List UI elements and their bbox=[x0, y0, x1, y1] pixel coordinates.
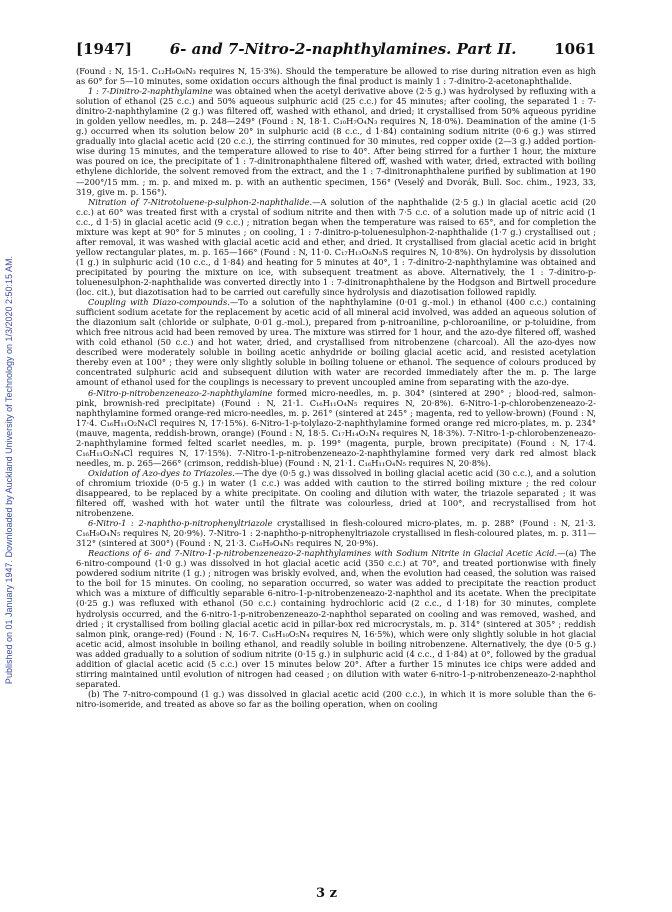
paragraph-text: (b) The 7-nitro-compound (1 g.) was dissolved in glacial acetic acid (200 c.c.), in which it is more soluble than the 6-nitro-isomeride, and treated as above so far as the boiling operation, when on cooling bbox=[76, 688, 596, 709]
paragraph-text: (Found : N, 15·1. C₁₂H₉O₆N₃ requires N, 15·3%). Should the temperature be allowed to rise during nitration even as high as 60° for 5—10 minutes, some oxidation occurs although the final product is mainly 1 : 7-dinitro-2-acetonaphthalide. bbox=[76, 66, 596, 87]
paragraph bbox=[76, 548, 596, 689]
page-header bbox=[76, 40, 596, 58]
page-signature-mark: 3 z bbox=[316, 886, 337, 901]
paragraph-text: —To a solution of the naphthylamine (0·01 g.-mol.) in ethanol (400 c.c.) containing sufficient sodium acetate for the replacement by acetic acid of all mineral acid involved, was added an aqueous solution of the diazonium salt (chloride or sulphate, 0·01 g.-mol.), prepared from p-nitroaniline, p-chloroaniline, or p-toluidine, from which free nitrous acid had been removed by urea. The mixture was stirred for 1 hour, and the azo-dye filtered off, washed with cold ethanol (50 c.c.) and hot water, dried, and crystallised from nitrobenzene (charcoal). All the azo-dyes now described were moderately soluble in boiling acetic anhydride or boiling glacial acetic acid, and resisted acetylation thereby even at 100° ; they were only slightly soluble in boiling toluene or ethanol. The sequence of colours produced by concentrated sulphuric acid and subsequent dilution with water are recorded immediately after the m. p. The large amount of ethanol used for the couplings is necessary to prevent uncoupled amine from separating with the azo-dye. bbox=[76, 297, 596, 388]
header-year: [1947] bbox=[76, 40, 132, 58]
paragraph-text: —A solution of the naphthalide (2·5 g.) in glacial acetic acid (20 c.c.) at 60° was treated first with a crystal of sodium nitrite and then with 7·5 c.c. of a solution made up of nitric acid (1 c.c., d 1·5) in glacial acetic acid (9 c.c.) ; nitration began when the temperature was raised to 65°, and for completion the mixture was kept at 90° for 5 minutes ; on cooling, 1 : 7-dinitro-p-toluenesulphon-2-naphthalide (1·7 g.) crystallised out ; after removal, it was washed with glacial acetic acid and ether, and dried. It crystallised from glacial acetic acid in bright yellow rectangular plates, m. p. 165—166° (Found : N, 11·0. C₁₇H₁₃O₆N₃S requires N, 10·8%). On hydrolysis by dissolution (1 g.) in sulphuric acid (10 c.c., d 1·84) and heating for 5 minutes at 40°, 1 : 7-dinitro-2-naphthylamine was obtained and precipitated by pouring the mixture on ice, with subsequent treatment as above. Alternatively, the 1 : 7-dinitro-p-toluenesulphon-2-naphthalide was converted directly into 1 : 7-dinitronaphthalene by the Hodgson and Birtwell procedure (loc. cit.), but diazotisation had to be carried out carefully since hydrolysis and diazotisation followed rapidly. bbox=[76, 196, 596, 298]
paragraph-lead: 6-Nitro-1 : 2-naphtho-p-nitrophenyltriazole bbox=[88, 518, 273, 529]
provenance-text: Published on 01 January 1947. Downloaded by Auckland University of Technology on 1/3/2020 2:50:15 AM. bbox=[4, 255, 14, 685]
paragraph bbox=[76, 297, 596, 387]
header-page-number: 1061 bbox=[554, 40, 596, 58]
paragraph bbox=[76, 468, 596, 518]
paragraph bbox=[76, 388, 596, 468]
paragraph bbox=[76, 689, 596, 709]
paragraph-text: —(a) The 6-nitro-compound (1·0 g.) was dissolved in hot glacial acetic acid (350 c.c.) at 70°, and treated portionwise with finely powdered sodium nitrite (1 g.) ; nitrogen was briskly evolved, and, when the evolution had ceased, the solution was raised to the boil for 15 minutes. On cooling, no separation occurred, so water was added to precipitate the reaction product which was a mixture of difficultly separable 6-nitro-1-p-nitrobenzeneazo-2-naphthol and its acetate. When the precipitate (0·25 g.) was refluxed with ethanol (50 c.c.) containing hydrochloric acid (2 c.c., d 1·18) for 30 minutes, complete hydrolysis occurred, and the 6-nitro-1-p-nitrobenzeneazo-2-naphthol separated on cooling and was removed, washed, and dried ; it crystallised from boiling glacial acetic acid in pillar-box red microcrystals, m. p. 314° (sintered at 305° ; reddish salmon pink, orange-red) (Found : N, 16·7. C₁₆H₁₀O₅N₄ requires N, 16·5%), which were only slightly soluble in hot glacial acetic acid, almost insoluble in boiling ethanol, and readily soluble in boiling nitrobenzene. Alternatively, the dye (0·5 g.) was added gradually to a solution of sodium nitrite (0·15 g.) in sulphuric acid (4 c.c., d 1·84) at 0°, followed by the gradual addition of glacial acetic acid (5 c.c.) over 15 minutes below 20°. After a further 15 minutes ice chips were added and stirring maintained until evolution of nitrogen had ceased ; on dilution with water 6-nitro-1-p-nitrobenzeneazo-2-naphthol separated. bbox=[76, 548, 596, 689]
paragraph bbox=[76, 86, 596, 197]
paragraph-text: was obtained when the acetyl derivative above (2·5 g.) was hydrolysed by refluxing with a solution of ethanol (25 c.c.) and 50% aqueous sulphuric acid (25 c.c.) for 45 minutes; after cooling, the separated 1 : 7-dinitro-2-naphthylamine (2 g.) was filtered off, washed with ethanol, and dried; it crystallised from 50% aqueous pyridine in golden yellow needles, m. p. 248—249° (Found : N, 18·1. C₁₀H₇O₄N₃ requires N, 18·0%). Deamination of the amine (1·5 g.) occurred when its solution below 20° in sulphuric acid (8 c.c., d 1·84) containing sodium nitrite (0·6 g.) was stirred gradually into glacial acetic acid (20 c.c.), the stirring continued for 30 minutes, red copper oxide (2—3 g.) added portion-wise during 15 minutes, and the temperature allowed to rise to 40°. After being stirred for a further 1 hour, the mixture was poured on ice, the precipitate of 1 : 7-dinitronaphthalene filtered off, washed with water, dried, extracted with boiling ethylene dichloride, the solvent removed from the extract, and the 1 : 7-dinitronaphthalene purified by sublimation at 190—200°/15 mm. ; m. p. and mixed m. p. with an authentic specimen, 156° (Veselý and Dvorák, Bull. Soc. chim., 1923, 33, 319, give m. p. 156°). bbox=[76, 86, 596, 197]
paragraph bbox=[76, 518, 596, 548]
paragraph bbox=[76, 66, 596, 86]
paragraph-lead: Nitration of 7-Nitrotoluene-p-sulphon-2-naphthalide. bbox=[88, 196, 313, 207]
paragraph-text: —The dye (0·5 g.) was dissolved in boiling glacial acetic acid (30 c.c.), and a solution of chromium trioxide (0·5 g.) in water (1 c.c.) was added with caution to the stirred boiling mixture ; the red colour disappeared, to be replaced by a white precipitate. On cooling and dilution with water, the triazole separated ; it was filtered off, washed with hot water until the filtrate was colourless, dried at 100°, and recrystallised from hot nitrobenzene. bbox=[76, 467, 596, 519]
paragraph-lead: Reactions of 6- and 7-Nitro-1-p-nitrobenzeneazo-2-naphthylamines with Sodium Nitrite in Glacial Acetic Acid. bbox=[88, 548, 558, 559]
paragraph-lead: 6-Nitro-p-nitrobenzeneazo-2-naphthylamine bbox=[88, 387, 273, 398]
paragraph-lead: 1 : 7-Dinitro-2-naphthylamine bbox=[88, 86, 213, 97]
paragraph-text: formed micro-needles, m. p. 304° (sintered at 290° ; blood-red, salmon-pink, brownish-red precipitate) (Found : N, 21·1. C₁₆H₁₁O₄N₅ requires N, 20·8%). 6-Nitro-1-p-chlorobenzeneazo-2-naphthylamine formed orange-red micro-needles, m. p. 261° (sintered at 245° ; magenta, red to yellow-brown) (Found : N, 17·4. C₁₆H₁₁O₂N₄Cl requires N, 17·15%). 6-Nitro-1-p-tolylazo-2-naphthylamine formed orange red micro-plates, m. p. 234° (mauve, magenta, reddish-brown, orange) (Found : N, 18·5. C₁₇H₁₄O₂N₄ requires N, 18·3%). 7-Nitro-1-p-chlorobenzeneazo-2-naphthylamine formed felted scarlet needles, m. p. 199° (magenta, purple, brown precipitate) (Found : N, 17·4. C₁₆H₁₁O₂N₄Cl requires N, 17·15%). 7-Nitro-1-p-nitrobenzeneazo-2-naphthylamine formed very dark red almost black needles, m. p. 265—266° (crimson, reddish-blue) (Found : N, 21·1. C₁₆H₁₁O₄N₅ requires N, 20·8%). bbox=[76, 387, 596, 468]
header-title: 6- and 7-Nitro-2-naphthylamines. Part II. bbox=[169, 40, 517, 58]
paragraph-lead: Coupling with Diazo-compounds. bbox=[88, 297, 230, 308]
paragraph-lead: Oxidation of Azo-dyes to Triazoles. bbox=[88, 467, 235, 478]
paragraph bbox=[76, 197, 596, 297]
paragraph-text: crystallised in flesh-coloured micro-plates, m. p. 288° (Found : N, 21·3. C₁₆H₉O₄N₅ requires N, 20·9%). 7-Nitro-1 : 2-naphtho-p-nitrophenyltriazole crystallised in flesh-coloured plates, m. p. 311—312° (sintered at 300°) (Found : N, 21·3. C₁₆H₉O₄N₅ requires N, 20·9%). bbox=[76, 518, 597, 549]
article-body bbox=[76, 66, 596, 709]
provenance-sidebar bbox=[2, 40, 16, 900]
